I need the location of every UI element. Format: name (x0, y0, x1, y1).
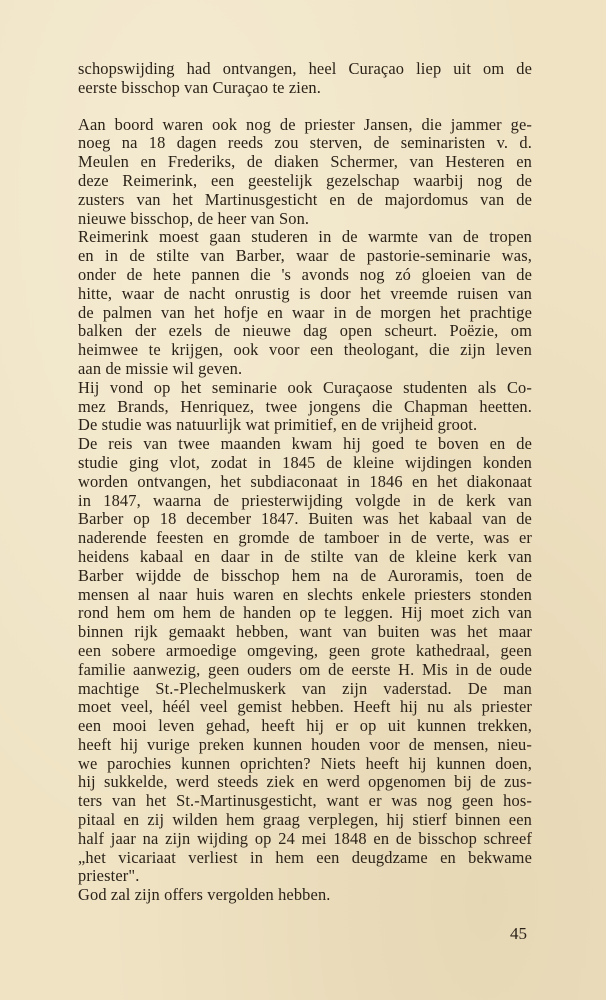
text-line: worden ontvangen, het subdiaconaat in 1846 en het diakonaat (78, 471, 532, 491)
text-line: hitte, waar de nacht onrustig is door het vreemde ruisen van (78, 283, 532, 303)
text-line: De reis van twee maanden kwam hij goed te boven en de (78, 434, 532, 454)
text-line: priester". (78, 866, 140, 886)
text-line: en in de stilte van Barber, waar de pastorie-seminarie was, (78, 246, 532, 266)
paragraph (78, 379, 532, 435)
text-line: half jaar na zijn wijding op 24 mei 1848 en de bisschop schreef (78, 828, 532, 848)
text-line: heidens kabaal en daar in de stilte van de kleine kerk van (78, 546, 532, 566)
text-line: heimwee te krijgen, ook voor een theologant, die zijn leven (78, 340, 532, 360)
page-number: 45 (510, 924, 527, 943)
text-line: mez Brands, Henriquez, twee jongens die Chapman heetten. (78, 396, 532, 416)
text-line: studie ging vlot, zodat in 1845 de kleine wijdingen konden (78, 452, 532, 472)
text-line: we parochies kunnen oprichten? Niets heeft hij kunnen doen, (78, 753, 532, 773)
body-text (78, 60, 532, 905)
text-line: schopswijding had ontvangen, heel Curaçao liep uit om de (78, 59, 532, 78)
text-line: De studie was natuurlijk wat primitief, en de vrijheid groot. (78, 415, 478, 435)
text-line: Meulen en Frederiks, de diaken Schermer, van Hesteren en (78, 152, 532, 172)
text-line: zusters van het Martinusgesticht en de majordomus van de (78, 189, 532, 209)
text-line: eerste bisschop van Curaçao te zien. (78, 77, 321, 97)
text-line: Barber op 18 december 1847. Buiten was het kabaal van de (78, 509, 532, 529)
paragraph (78, 116, 532, 229)
paragraph (78, 60, 532, 98)
text-line: machtige St.-Plechelmuskerk van zijn vaderstad. De man (78, 678, 532, 698)
paragraph-spacer (78, 98, 532, 116)
text-line: pitaal en zij wilden hem graag verplegen, hij stierf binnen een (78, 810, 532, 830)
paragraph (78, 435, 532, 886)
text-line: nieuwe bisschop, de heer van Son. (78, 208, 310, 228)
text-line: hij sukkelde, werd steeds ziek en werd opgenomen bij de zus- (78, 772, 532, 792)
text-line: de palmen van het hofje en waar in de morgen het prachtige (78, 302, 532, 322)
text-line: een mooi leven gehad, heeft hij er op uit kunnen trekken, (78, 716, 532, 736)
paragraph (78, 886, 532, 905)
text-line: heeft hij vurige preken kunnen houden voor de mensen, nieu- (78, 734, 532, 754)
text-line: rond hem om hem de handen op te leggen. Hij moet zich van (78, 603, 532, 623)
text-line: onder de hete pannen die 's avonds nog zó gloeien van de (78, 264, 532, 284)
text-line: een sobere armoedige omgeving, geen grote kathedraal, geen (78, 640, 532, 660)
text-line: noeg na 18 dagen reeds zou sterven, de seminaristen v. d. (78, 133, 532, 153)
text-line: Reimerink moest gaan studeren in de warmte van de tropen (78, 227, 532, 247)
text-line: Aan boord waren ook nog de priester Jansen, die jammer ge- (78, 114, 532, 134)
text-line: Barber wijdde de bisschop hem na de Auroramis, toen de (78, 565, 532, 585)
text-line: moet veel, héél veel gemist hebben. Heeft hij nu als priester (78, 697, 532, 717)
text-line: binnen rijk gemaakt hebben, want van buiten was het maar (78, 622, 532, 642)
text-line: aan de missie wil geven. (78, 358, 243, 378)
text-line: in 1847, waarna de priesterwijding volgde in de kerk van (78, 490, 532, 510)
text-line: „het vicariaat verliest in hem een deugdzame en bekwame (78, 847, 532, 867)
text-line: deze Reimerink, een geestelijk gezelschap waarbij nog de (78, 170, 532, 190)
paragraph (78, 228, 532, 378)
text-line: Hij vond op het seminarie ook Curaçaose studenten als Co- (78, 377, 532, 397)
text-line: familie aanwezig, geen ouders om de eerste H. Mis in de oude (78, 659, 532, 679)
text-line: naderende feesten en gromde de tamboer in de verte, was er (78, 528, 532, 548)
text-line: balken der ezels de nieuwe dag open scheurt. Poëzie, om (78, 321, 532, 341)
text-line: God zal zijn offers vergolden hebben. (78, 885, 331, 905)
text-line: mensen al naar huis waren en slechts enkele priesters stonden (78, 584, 532, 604)
text-line: ters van het St.-Martinusgesticht, want er was nog geen hos- (78, 791, 532, 811)
